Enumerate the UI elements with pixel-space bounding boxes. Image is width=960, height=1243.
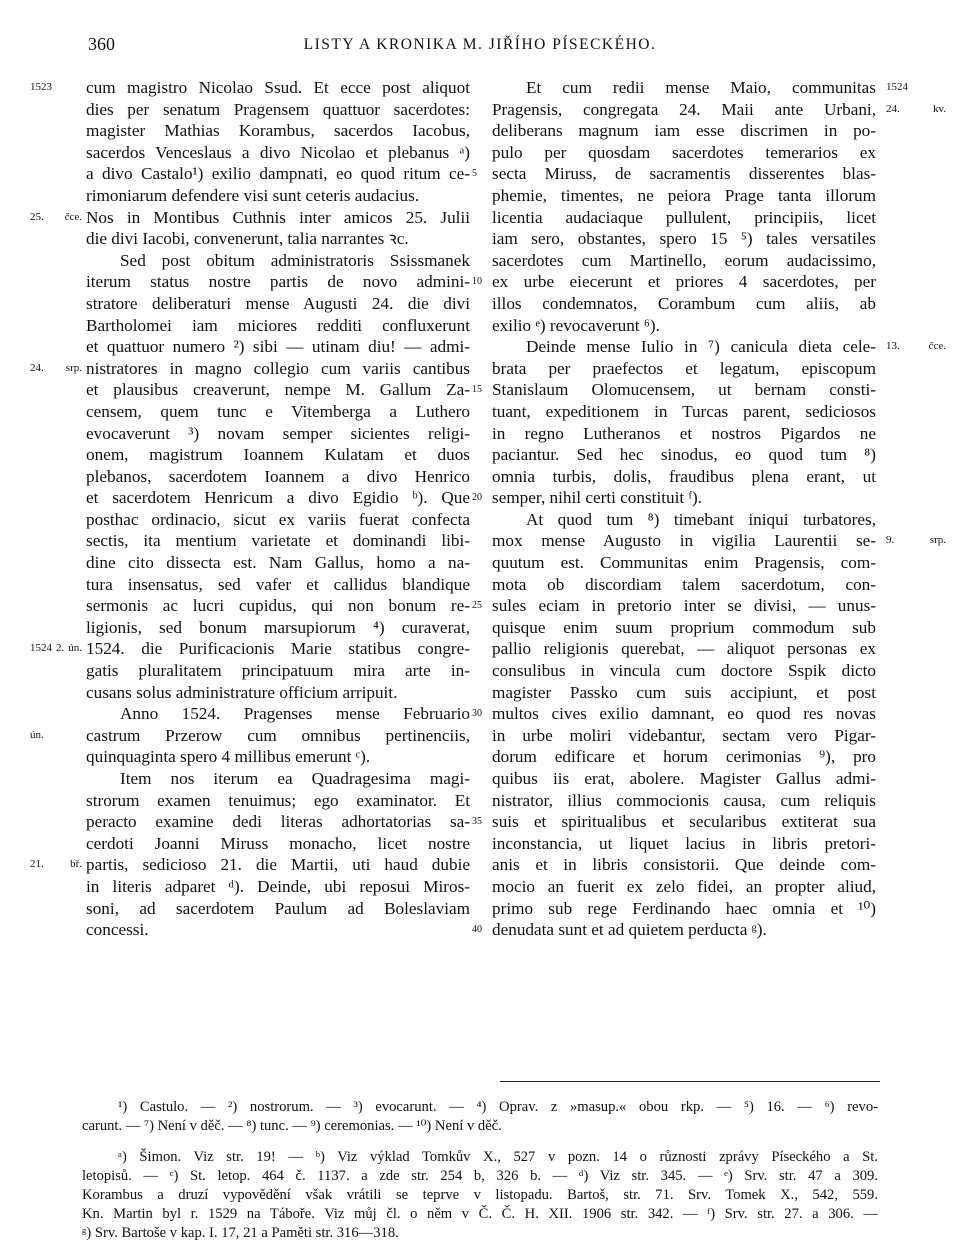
line-text: phemie, timentes, ne peiora Prage tanta illorum	[492, 185, 876, 205]
line-number: 25	[472, 600, 482, 612]
line-text: 1524. die Purificacionis Marie statibus congre-	[86, 639, 470, 659]
footnote-line: ᵃ) Šimon. Viz str. 19! — ᵇ) Viz výklad Tomkův X., 527 v pozn. 14 o různosti zprávy Píseckého a St.	[118, 1149, 878, 1165]
text-line	[472, 595, 876, 617]
line-text: stratore deliberaturi mense Augusti 24. die divi	[86, 293, 470, 313]
line-text: sules eciam in pretorio inter se divisi, — unus-	[492, 596, 876, 616]
line-text: illos condemnatos, Corambum cum aliis, ab	[492, 293, 876, 313]
text-line	[30, 638, 470, 660]
text-line	[86, 293, 470, 315]
line-text: Bartholomei iam miciores redditi confluxerunt	[86, 315, 470, 335]
footnote-line: Korambus a druzí vypovědění však vrátili se teprve v listopadu. Bartoš, str. 71. Srv. Tomek X., 542, 559.	[82, 1187, 878, 1203]
text-line	[86, 574, 470, 596]
text-line	[492, 120, 876, 142]
line-text: Item nos iterum ea Quadragesima magi-	[120, 769, 470, 788]
text-line	[492, 790, 876, 812]
line-number: 10	[472, 276, 482, 288]
line-text: et quattuor numero ²) sibi — utinam diu! — admi-	[86, 337, 470, 357]
margin-date: 25. čce.	[30, 210, 82, 223]
text-line	[492, 746, 876, 768]
page-header	[0, 34, 960, 58]
text-line	[30, 77, 470, 99]
line-text: suis et spiritualibus et secularibus extiterat sua	[492, 812, 876, 832]
line-text: semper, nihil certi constituit ᶠ).	[492, 488, 703, 508]
text-line	[86, 142, 470, 164]
text-line	[30, 854, 470, 876]
line-text: plebanos, sacerdotem Ioannem a divo Henrico	[86, 466, 470, 486]
text-line	[86, 228, 470, 250]
footnote-line: carunt. — ⁷) Není v děč. — ⁸) tunc. — ⁹) ceremonias. — ¹⁰) Není v děč.	[82, 1118, 502, 1134]
line-text: pulo per quosdam sacerdotes temerarios ex	[492, 142, 876, 162]
text-line	[86, 315, 470, 337]
text-line	[86, 768, 470, 790]
text-line	[492, 293, 876, 315]
text-line	[492, 444, 876, 466]
line-text: censem, quem tunc e Vitemberga a Luthero	[86, 401, 470, 421]
text-line	[472, 811, 876, 833]
text-line	[492, 725, 876, 747]
text-line	[492, 358, 876, 380]
margin-date: 1524 2. ún.	[30, 642, 82, 655]
margin-date: 9. srp.	[886, 534, 946, 547]
line-text: in urbe moliri videbantur, sectam vero Pigar-	[492, 725, 876, 745]
text-line	[492, 250, 876, 272]
text-line	[30, 358, 470, 380]
text-line	[492, 574, 876, 596]
line-text: inconstancia, ut liquet lacius in libris pretori-	[492, 833, 876, 853]
text-line	[86, 530, 470, 552]
text-line	[86, 876, 470, 898]
text-line	[492, 833, 876, 855]
text-line	[86, 595, 470, 617]
right-column	[472, 77, 946, 941]
text-line	[86, 423, 470, 445]
left-column	[30, 77, 470, 941]
line-text: cum magistro Nicolao Ssud. Et ecce post aliquot	[86, 78, 470, 97]
text-line	[86, 898, 470, 920]
text-line	[86, 552, 470, 574]
line-text: licentia audaciaque pullulent, principiis, licet	[492, 207, 876, 227]
line-text: gatis pluralitatem principatuum mira arte in-	[86, 661, 470, 681]
text-line	[86, 509, 470, 531]
footnotes-numeric	[82, 1098, 878, 1136]
margin-date: 24. kv.	[886, 102, 946, 115]
line-text: sacerdotes cum Martinello, eorum audacissimo,	[492, 250, 876, 270]
text-line	[492, 99, 946, 121]
line-text: peracto examine dedi literas adhortatorias sa-	[86, 812, 470, 832]
text-line	[492, 207, 876, 229]
line-text: partis, sedicioso 21. die Martii, uti haud dubie	[86, 855, 470, 875]
line-text: brata per praefectos et legatum, episcopum	[492, 358, 876, 378]
line-text: deliberans magnum iam esse discrimen in po-	[492, 121, 876, 141]
line-text: in literis adparet ᵈ). Deinde, ubi reposui Miros-	[86, 876, 470, 896]
line-text: dine cito dissecta est. Nam Gallus, homo a na-	[86, 553, 470, 573]
line-number: 30	[472, 708, 482, 720]
text-line	[86, 487, 470, 509]
line-text: a divo Castalo¹) exilio dampnati, eo quod ritum ce-	[86, 164, 470, 184]
text-line	[86, 271, 470, 293]
line-text: Stanislaum Olomucensem, ut bernam consti-	[492, 380, 876, 400]
text-line	[86, 379, 470, 401]
running-title: LISTY A KRONIKA M. JIŘÍHO PÍSECKÉHO.	[303, 36, 657, 53]
line-text: mota ob discordiam talem sacerdotum, con-	[492, 574, 876, 594]
margin-date: 1524	[886, 81, 908, 93]
line-text: primo sub rege Ferdinando haec omnia et ¹⁰)	[492, 898, 876, 918]
line-text: iterum status nostre partis de novo admini-	[86, 272, 470, 292]
footnote-line: letopisů. — ᶜ) St. letop. 464 č. 1137. a zde str. 254 b, 326 b. — ᵈ) Viz str. 345. — ᵉ) Srv. str. 47 a 309.	[82, 1168, 878, 1184]
line-text: quinquaginta spero 4 millibus emerunt ᶜ).	[86, 747, 371, 767]
text-line	[86, 120, 470, 142]
line-number: 20	[472, 492, 482, 504]
text-line	[492, 509, 876, 531]
footnote-line: ¹) Castulo. — ²) nostrorum. — ³) evocarunt. — ⁴) Oprav. z »masup.« obou rkp. — ⁵) 16. — ⁶) revo-	[118, 1099, 878, 1115]
line-text: tura insensatus, sed vafer et callidus blandique	[86, 574, 470, 594]
text-line	[492, 142, 876, 164]
line-text: rimoniarum defendere visi sunt ceteris audacius.	[86, 185, 420, 205]
text-line	[472, 271, 876, 293]
text-line	[86, 682, 470, 704]
line-text: sermonis ac lucri cupidus, qui non bonum re-	[86, 596, 470, 616]
line-text: pallio religionis querebat, — aliquot personas ex	[492, 639, 876, 659]
line-text: anis et in libris consistorii. Que deinde com-	[492, 855, 876, 875]
line-text: in regno Lutheranos et nostros Pigardos ne	[492, 423, 876, 443]
line-text: mox mense Augusto in vigilia Laurentii se-	[492, 531, 876, 551]
text-line	[492, 423, 876, 445]
line-text: die divi Iacobi, convenerunt, talia narrantes ꝛc.	[86, 229, 409, 249]
text-line	[86, 660, 470, 682]
text-line	[86, 401, 470, 423]
line-text: cusans solus administrature officium arripuit.	[86, 682, 398, 702]
text-line	[492, 638, 876, 660]
line-text: consulibus in vincula cum doctore Sspik dicto	[492, 661, 876, 681]
line-text: onem, magistrum Ioannem Kulatam et duos	[86, 445, 470, 465]
line-text: multos cives exilio damnant, eo quod res novas	[492, 704, 876, 724]
line-number: 40	[472, 924, 482, 936]
line-text: ex urbe eiecerunt et priores 4 sacerdotes, per	[492, 272, 876, 292]
margin-date: 1523	[30, 81, 52, 93]
text-line	[86, 617, 470, 639]
footnote-line: Kn. Martin byl r. 1529 na Táboře. Viz můj čl. o něm v Č. Č. H. XII. 1906 str. 342. — ᶠ) Srv. str. 27. a 306. —	[82, 1206, 878, 1222]
text-line	[492, 228, 876, 250]
text-line	[472, 379, 876, 401]
line-text: dies per senatum Pragensem quattuor sacerdotes:	[86, 99, 470, 119]
line-text: magister Mathias Korambus, sacerdos Iacobus,	[86, 121, 470, 141]
line-text: castrum Przerow cum omnibus pertinenciis,	[86, 725, 470, 745]
text-line	[492, 768, 876, 790]
text-line	[492, 466, 876, 488]
line-number: 35	[472, 816, 482, 828]
text-line	[472, 487, 876, 509]
line-text: Pragensis, congregata 24. Maii ante Urbani,	[492, 99, 876, 119]
text-line	[86, 163, 470, 185]
text-line	[86, 919, 470, 941]
text-line	[492, 336, 946, 358]
line-text: paciantur. Sed hec sinodus, eo quod tum ⁸)	[492, 445, 876, 465]
line-text: omnia turbis, dolis, fraudibus plena erant, ut	[492, 466, 876, 486]
line-text: sectis, ita mentium varietate et dominandi libi-	[86, 531, 470, 551]
line-text: quutum est. Communitas enim Pragensis, com-	[492, 553, 876, 573]
footnote-line: ᵍ) Srv. Bartoše v kap. I. 17, 21 a Paměti str. 316—318.	[82, 1225, 399, 1241]
text-line	[86, 185, 470, 207]
line-text: sacerdos Venceslaus a divo Nicolao et plebanus ᵃ)	[86, 142, 470, 162]
page-number: 360	[88, 34, 115, 54]
line-text: mocio an fuerit ex zelo fidei, an propter aliud,	[492, 876, 876, 896]
line-text: strorum examen tenuimus; ego examinator. Et	[86, 790, 470, 810]
text-line	[86, 444, 470, 466]
line-text: evocaverunt ³) novam semper sicientes religi-	[86, 423, 470, 443]
line-text: nistratores in magno collegio cum variis cantibus	[86, 358, 470, 378]
line-text: secta Miruss, de sacramentis disserentes blas-	[492, 164, 876, 184]
text-line	[492, 898, 876, 920]
line-text: exilio ᵉ) revocaverunt ⁶).	[492, 315, 660, 335]
line-text: quibus iis erat, abolere. Magister Gallus admi-	[492, 769, 876, 788]
line-text: et sacerdotem Henricum a divo Egidio ᵇ). Que	[86, 488, 470, 508]
text-line	[86, 466, 470, 488]
text-line	[86, 833, 470, 855]
line-text: denudata sunt et ad quietem perducta ᵍ).	[492, 920, 767, 940]
text-line	[492, 854, 876, 876]
text-line	[492, 185, 876, 207]
margin-date: 24. srp.	[30, 361, 82, 374]
text-line	[492, 552, 876, 574]
line-text: posthac ordinacio, sicut ex variis fuerat confecta	[86, 509, 470, 529]
line-text: concessi.	[86, 920, 149, 940]
text-line	[492, 530, 946, 552]
line-text: cerdoti Joanni Miruss monacho, licet nostre	[86, 833, 470, 853]
footnotes-alpha	[82, 1148, 878, 1243]
text-line	[86, 811, 470, 833]
line-number: 5	[472, 168, 477, 180]
text-line	[492, 876, 876, 898]
text-line	[30, 725, 470, 747]
line-text: iam sero, obstantes, spero 15 ⁵) tales versatiles	[492, 229, 876, 249]
text-line	[472, 163, 876, 185]
footnote-rule	[500, 1081, 880, 1082]
margin-date: 13. čce.	[886, 340, 946, 353]
text-line	[492, 315, 876, 337]
line-text: dorum edificare et horum cerimonias ⁹), pro	[492, 747, 876, 767]
text-line	[86, 703, 470, 725]
text-line	[492, 617, 876, 639]
line-text: Sed post obitum administratoris Ssissmanek	[120, 250, 470, 270]
text-line	[492, 682, 876, 704]
text-line	[86, 250, 470, 272]
text-line	[30, 207, 470, 229]
margin-date: ún.	[30, 728, 44, 741]
line-text: tuant, expeditionem in Turcas parent, sediciosos	[492, 401, 876, 421]
line-text: nistrator, illius commocionis causa, cum reliquis	[492, 790, 876, 810]
text-line	[492, 401, 876, 423]
line-text: At quod tum ⁸) timebant iniqui turbatores,	[526, 509, 876, 529]
line-text: soni, ad sacerdotem Paulum ad Boleslaviam	[86, 898, 470, 918]
margin-date: 21. bř.	[30, 858, 82, 871]
text-line	[86, 746, 470, 768]
line-text: magister Passko cum suis accipiunt, et post	[492, 682, 876, 702]
line-number: 15	[472, 384, 482, 396]
text-line	[492, 660, 876, 682]
line-text: quisque enim suum proprium commodum sub	[492, 617, 876, 637]
line-text: Et cum redii mense Maio, communitas	[526, 78, 876, 97]
line-text: Anno 1524. Pragenses mense Februario	[120, 704, 470, 724]
line-text: et plausibus creaverunt, nempe M. Gallum Za-	[86, 380, 470, 400]
text-line	[492, 77, 908, 99]
text-line	[86, 790, 470, 812]
text-line	[86, 99, 470, 121]
line-text: Deinde mense Iulio in ⁷) canicula dieta cele-	[526, 337, 876, 357]
line-text: Nos in Montibus Cuthnis inter amicos 25. Julii	[86, 207, 470, 227]
text-line	[472, 919, 876, 941]
line-text: ligionis, sed bonum marsupiorum ⁴) curaverat,	[86, 617, 470, 637]
text-line	[86, 336, 470, 358]
text-line	[472, 703, 876, 725]
